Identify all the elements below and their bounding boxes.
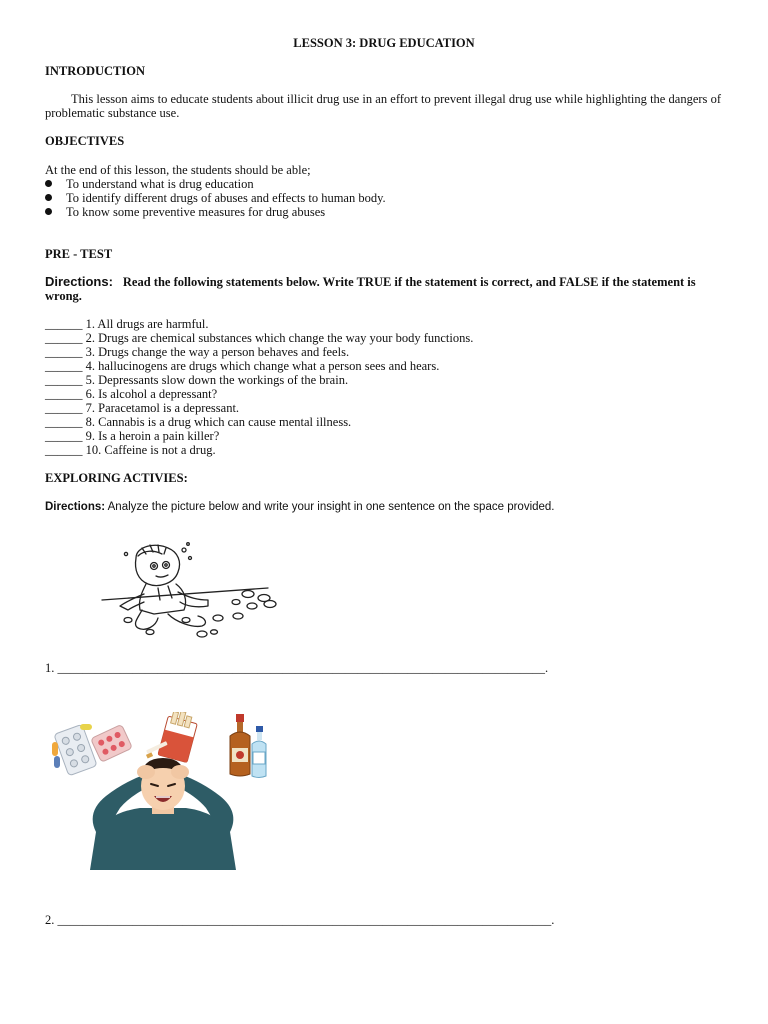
- pretest-question: ______ 3. Drugs change the way a person behaves and feels.: [45, 345, 350, 359]
- pretest-question: ______ 7. Paracetamol is a depressant.: [45, 401, 240, 415]
- lesson-title: LESSON 3: DRUG EDUCATION: [293, 36, 475, 50]
- pretest-directions: [45, 275, 725, 303]
- pretest-heading: PRE - TEST: [45, 247, 113, 261]
- pretest-question: ______ 1. All drugs are harmful.: [45, 317, 209, 331]
- directions-text: Analyze the picture below and write your insight in one sentence on the space provided.: [107, 501, 555, 513]
- pretest-question: ______ 5. Depressants slow down the workings of the brain.: [45, 373, 349, 387]
- pretest-question: ______ 2. Drugs are chemical substances which change the way your body functions.: [45, 331, 474, 345]
- objective-item: To know some preventive measures for drug abuses: [45, 205, 325, 219]
- introduction-text: This lesson aims to educate students about illicit drug use in an effort to prevent illegal drug use while highlighting the dangers of problematic substance use.: [45, 92, 721, 120]
- bullet-icon: [45, 208, 52, 215]
- pretest-question: ______ 6. Is alcohol a depressant?: [45, 387, 218, 401]
- exploring-directions: [45, 500, 555, 514]
- dazed-boy-illustration: [98, 540, 284, 640]
- answer-line-2[interactable]: 2. _______________________________________________________________________________.: [45, 913, 555, 927]
- answer-line-1[interactable]: 1. ______________________________________________________________________________.: [45, 661, 549, 675]
- directions-text: Read the following statements below. Write TRUE if the statement is correct, and FALSE if the statement is wrong.: [45, 275, 696, 303]
- pretest-question: ______ 8. Cannabis is a drug which can cause mental illness.: [45, 415, 352, 429]
- exploring-heading: EXPLORING ACTIVIES:: [45, 471, 188, 485]
- bullet-icon: [45, 180, 52, 187]
- directions-label: Directions:: [45, 274, 113, 289]
- objective-item: To understand what is drug education: [45, 177, 254, 191]
- pretest-question: ______ 4. hallucinogens are drugs which change what a person sees and hears.: [45, 359, 440, 373]
- stressed-man-drugs-illustration: [50, 712, 276, 870]
- pretest-question: ______ 10. Caffeine is not a drug.: [45, 443, 216, 457]
- pretest-question: ______ 9. Is a heroin a pain killer?: [45, 429, 220, 443]
- objectives-intro: At the end of this lesson, the students should be able;: [45, 163, 311, 177]
- objectives-heading: OBJECTIVES: [45, 134, 125, 148]
- bullet-icon: [45, 194, 52, 201]
- directions-label: Directions:: [45, 501, 106, 513]
- introduction-heading: INTRODUCTION: [45, 64, 146, 78]
- objective-item: To identify different drugs of abuses and effects to human body.: [45, 191, 386, 205]
